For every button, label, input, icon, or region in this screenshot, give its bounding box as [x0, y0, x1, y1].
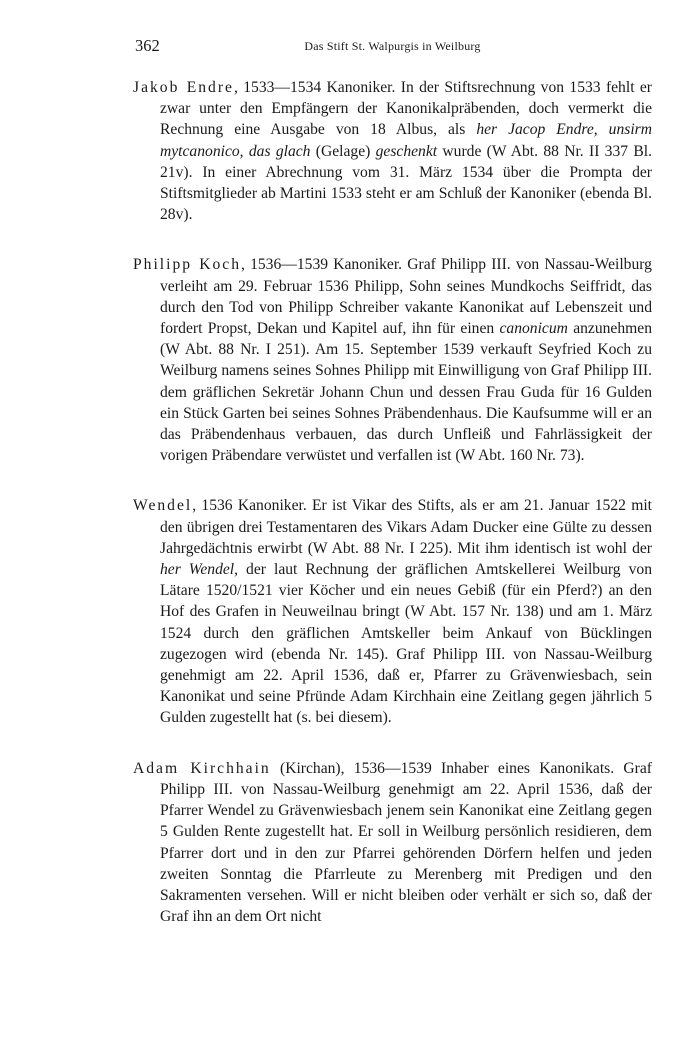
entry-philipp-koch	[133, 254, 652, 466]
entry-text: wurde (W Abt. 88 Nr. II 337 Bl. 21v). In einer Abrechnung vom 31. März 1534 über die Prompta der Stiftsmitglieder ab Martini 1533 steht er am Schluß der Kanoniker (ebenda Bl. 28v).	[160, 142, 652, 224]
book-page	[133, 36, 652, 956]
entry-name: Wendel	[133, 497, 193, 515]
entry-text: (Kirchan), 1536—1539 Inhaber eines Kanonikats. Graf Philipp III. von Nassau-Weilburg genehmigt am 22. April 1536, daß der Pfarrer Wendel zu Grävenwiesbach jenem sein Kanonikat eine Zeitlang gegen 5 Gulden Rente zugestellt hat. Er soll in Weilburg persönlich residieren, dem Pfarrer dort und in den zur Pfarrei gehörenden Dörfern helfen und jeden zweiten Sonntag die Pfarrleute zu Merenberg mit Predigen und den Sakramenten versehen. Will er nicht bleiben oder verhält er sich so, daß der Graf ihn an dem Ort nicht	[160, 759, 652, 926]
quoted-source-text: canonicum	[499, 320, 568, 338]
entry-jakob-endre	[133, 77, 652, 225]
entry-text: (Gelage)	[310, 142, 376, 160]
entry-wendel	[133, 495, 652, 728]
entry-text: anzunehmen (W Abt. 88 Nr. I 251). Am 15. September 1539 verkauft Seyfried Koch zu Weilburg namens seines Sohnes Philipp mit Einwilligung von Graf Philipp III. dem gräflichen Sekretär Johann Chun und dessen Frau Guda für 16 Gulden ein Stück Garten bei seines Sohnes Präbendenhaus. Die Kaufsumme will er an das Präbendenhaus verbauen, das durch Unfleiß und Fahrlässigkeit der vorigen Präbendare verwüstet und verfallen ist (W Abt. 160 Nr. 73).	[160, 320, 652, 465]
quoted-source-text: her Wendel	[160, 561, 235, 579]
quoted-source-text: geschenkt	[375, 142, 438, 160]
page-number: 362	[135, 36, 160, 55]
entry-adam-kirchhain	[133, 758, 652, 928]
entry-text: , 1533—1534 Kanoniker. In der Stiftsrechnung von 1533 fehlt er zwar unter den Empfängern der Kanonikalpräbenden, doch vermerkt die Rechnung eine Ausgabe von 18 Albus, als	[160, 79, 652, 139]
running-head	[133, 36, 652, 58]
entry-text: , der laut Rechnung der gräflichen Amtskellerei Weilburg von Lätare 1520/1521 vier Köcher und ein neues Gebiß (für ein Pferd?) an den Hof des Grafen in Neuweilnau bringt (W Abt. 157 Nr. 138) und am 1. März 1524 durch den gräflichen Amtskeller beim Ankauf von Bücklingen zugezogen wird (ebenda Nr. 145). Graf Philipp III. von Nassau-Weilburg genehmigt am 22. April 1536, daß er, Pfarrer zu Grävenwiesbach, sein Kanonikat und seine Pfründe Adam Kirchhain eine Zeitlang gegen jährlich 5 Gulden zugestellt hat (s. bei diesem).	[160, 561, 652, 727]
entry-name: Jakob Endre	[133, 79, 234, 96]
entry-name: Adam Kirchhain	[133, 759, 271, 777]
entry-name: Philipp Koch	[133, 256, 242, 274]
running-title: Das Stift St. Walpurgis in Weilburg	[304, 39, 481, 53]
entry-text: , 1536—1539 Kanoniker. Graf Philipp III. von Nassau-Weilburg verleiht am 29. Februar 1536 Philipp, Sohn seines Mundkochs Seiffridt, das durch den Tod von Philipp Schreiber vakante Kanonikat auf Lebenszeit und fordert Propst, Dekan und Kapitel auf, ihn für einen	[160, 256, 652, 338]
entry-text: , 1536 Kanoniker. Er ist Vikar des Stifts, als er am 21. Januar 1522 mit den übrigen drei Testamentaren des Vikars Adam Ducker eine Gülte zu dessen Jahrgedächtnis erwirbt (W Abt. 88 Nr. I 225). Mit ihm identisch ist wohl der	[160, 497, 652, 557]
quoted-source-text: her Jacop Endre, unsirm mytcanonico, das glach	[160, 121, 653, 160]
